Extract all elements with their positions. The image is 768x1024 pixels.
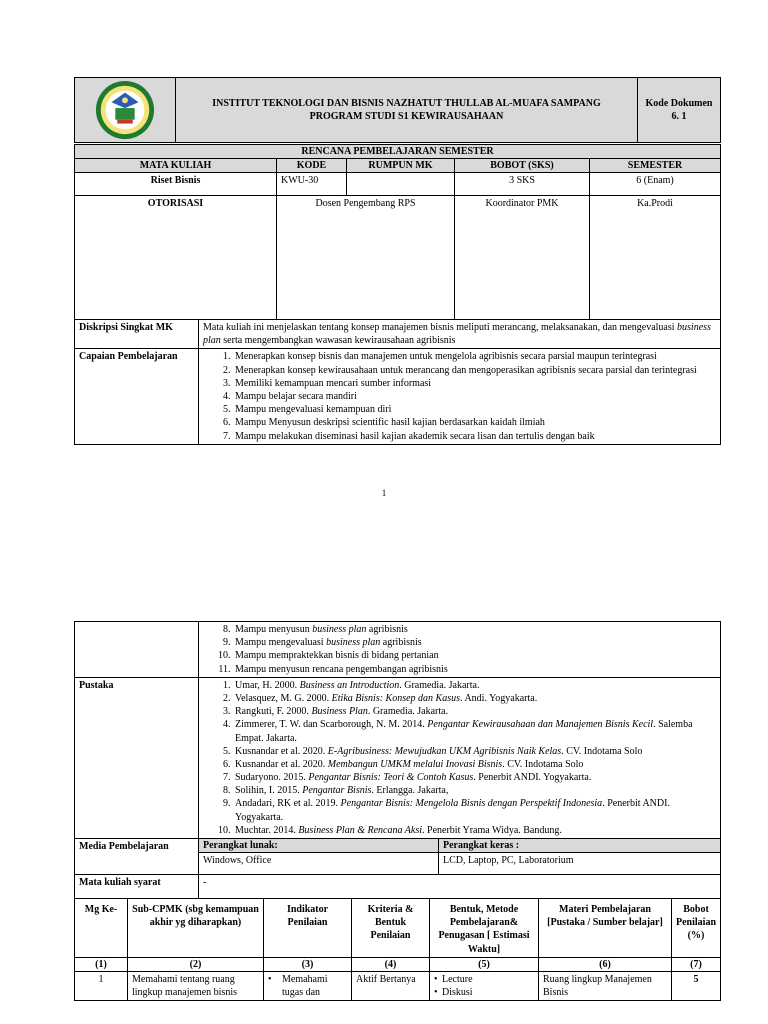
list-item: 6. Mampu Menyusun deskripsi scientific hasil kajian berdasarkan kaidah ilmiah [233, 416, 716, 429]
plan-number: (1) [75, 957, 128, 971]
outcomes-list-cell [199, 349, 721, 444]
authorization-developer: Dosen Pengembang RPS [277, 196, 455, 320]
course-name: Riset Bisnis [75, 173, 277, 196]
page-1 [74, 77, 721, 445]
list-item: 2. Menerapkan konsep kewirausahaan untuk merancang dan mengoperasikan agribisnis secara parsial dan terintegrasi [233, 364, 716, 377]
plan-indicator-cell [264, 971, 352, 1000]
course-semester: 6 (Enam) [590, 173, 721, 196]
outcomes-list [211, 350, 716, 442]
plan-header-indicator: Indikator Penilaian [264, 899, 352, 958]
continuation-table [74, 621, 721, 899]
list-item: 9. Andadari, RK et al. 2019. Pengantar Bisnis: Mengelola Bisnis dengan Perspektif Indonesia. Penerbit ANDI. Yogyakarta. [233, 797, 716, 823]
institution-seal-icon [94, 79, 156, 141]
outcomes-cont-cell [199, 622, 721, 678]
plan-number: (5) [430, 957, 539, 971]
list-item: 3. Rangkuti, F. 2000. Business Plan. Gramedia. Jakarta. [233, 705, 716, 718]
list-item: 4. Zimmerer, T. W. dan Scarborough, N. M. 2014. Pengantar Kewirausahaan dan Manajemen Bisnis Kecil. Salemba Empat. Jakarta. [233, 718, 716, 744]
media-software-label: Perangkat lunak: [199, 839, 439, 853]
doc-code-label: Kode Dokumen [645, 97, 713, 109]
plan-header-week: Mg Ke- [75, 899, 128, 958]
course-header-cluster: RUMPUN MK [347, 159, 455, 173]
authorization-label: OTORISASI [75, 196, 277, 320]
description-text: Mata kuliah ini menjelaskan tentang konsep manajemen bisnis meliputi merancang, melaksanakan, dan mengevaluasi business plan serta mengembangkan wawasan kewirausahaan agribisnis [199, 320, 721, 349]
page-2 [74, 621, 721, 1001]
media-hardware: LCD, Laptop, PC, Laboratorium [439, 853, 721, 875]
list-item: 7. Mampu melakukan diseminasi hasil kajian akademik secara lisan dan tertulis dengan baik [233, 430, 716, 443]
table-row [75, 971, 721, 1000]
doc-code-value: 6. 1 [671, 111, 687, 122]
plan-header-criteria: Kriteria & Bentuk Penilaian [352, 899, 430, 958]
plan-week: 1 [75, 971, 128, 1000]
list-item: 3. Memiliki kemampuan mencari sumber informasi [233, 377, 716, 390]
outcomes-cont-list [211, 623, 716, 676]
page-number: 1 [381, 488, 387, 498]
plan-method: • Diskusi [434, 986, 534, 999]
authorization-coordinator: Koordinator PMK [455, 196, 590, 320]
institution-cell [176, 78, 638, 143]
plan-header-subcpmk: Sub-CPMK (sbg kemampuan akhir yg diharapkan) [128, 899, 264, 958]
plan-number: (6) [539, 957, 672, 971]
list-item: 10. Muchtar. 2014. Business Plan & Rencana Aksi. Penerbit Yrama Widya. Bandung. [233, 824, 716, 837]
list-item: 4. Mampu belajar secara mandiri [233, 390, 716, 403]
doc-code-cell [638, 78, 721, 143]
plan-number: (3) [264, 957, 352, 971]
description-table [74, 319, 721, 445]
rps-table [74, 144, 721, 320]
references-label: Pustaka [75, 677, 199, 838]
plan-number: (7) [672, 957, 721, 971]
list-item: 5. Kusnandar et al. 2020. E-Agribusiness: Mewujudkan UKM Agribisnis Naik Kelas. CV. Indotama Solo [233, 745, 716, 758]
description-label: Diskripsi Singkat MK [75, 320, 199, 349]
plan-header-weight: Bobot Penilaian (%) [672, 899, 721, 958]
header-table [74, 77, 721, 143]
prerequisite-label: Mata kuliah syarat [75, 875, 199, 899]
plan-material: Ruang lingkup Manajemen Bisnis [539, 971, 672, 1000]
list-item: 8. Solihin, I. 2015. Pengantar Bisnis. Erlangga. Jakarta, [233, 784, 716, 797]
plan-indicator: • Memahami tugas dan [268, 973, 347, 999]
plan-header-material: Materi Pembelajaran [Pustaka / Sumber belajar] [539, 899, 672, 958]
list-item: 1. Umar, H. 2000. Business an Introduction. Gramedia. Jakarta. [233, 679, 716, 692]
outcomes-cont-label [75, 622, 199, 678]
media-hardware-label: Perangkat keras : [439, 839, 721, 853]
plan-subcpmk: Memahami tentang ruang lingkup manajemen bisnis [128, 971, 264, 1000]
plan-table [74, 898, 721, 1001]
outcomes-label: Capaian Pembelajaran [75, 349, 199, 444]
plan-method: • Lecture [434, 973, 534, 986]
course-credits: 3 SKS [455, 173, 590, 196]
references-list [211, 679, 716, 837]
course-header-semester: SEMESTER [590, 159, 721, 173]
list-item: 5. Mampu mengevaluasi kemampuan diri [233, 403, 716, 416]
plan-number: (4) [352, 957, 430, 971]
plan-criteria: Aktif Bertanya [352, 971, 430, 1000]
list-item: 8. Mampu menyusun business plan agribisnis [233, 623, 716, 636]
course-cluster [347, 173, 455, 196]
list-item: 10. Mampu mempraktekkan bisnis di bidang pertanian [233, 649, 716, 662]
list-item: 1. Menerapkan konsep bisnis dan manajemen untuk mengelola agribisnis secara parsial maupun terintegrasi [233, 350, 716, 363]
plan-weight: 5 [672, 971, 721, 1000]
course-header-name: MATA KULIAH [75, 159, 277, 173]
list-item: 6. Kusnandar et al. 2020. Membangun UMKM melalui Inovasi Bisnis. CV. Indotama Solo [233, 758, 716, 771]
plan-method-cell [430, 971, 539, 1000]
plan-number: (2) [128, 957, 264, 971]
course-header-code: KODE [277, 159, 347, 173]
institution-name: INSTITUT TEKNOLOGI DAN BISNIS NAZHATUT THULLAB AL-MUAFA SAMPANG [212, 97, 601, 109]
rps-title: RENCANA PEMBELAJARAN SEMESTER [75, 145, 721, 159]
media-label: Media Pembelajaran [75, 839, 199, 875]
list-item: 9. Mampu mengevaluasi business plan agribisnis [233, 636, 716, 649]
prerequisite-value: - [199, 875, 721, 899]
course-header-credits: BOBOT (SKS) [455, 159, 590, 173]
media-software: Windows, Office [199, 853, 439, 875]
course-code: KWU-30 [277, 173, 347, 196]
plan-header-method: Bentuk, Metode Pembelajaran& Penugasan [ Estimasi Waktu] [430, 899, 539, 958]
logo-cell [75, 78, 176, 143]
list-item: 2. Velasquez, M. G. 2000. Etika Bisnis: Konsep dan Kasus. Andi. Yogyakarta. [233, 692, 716, 705]
program-name: PROGRAM STUDI S1 KEWIRAUSAHAAN [309, 111, 504, 122]
authorization-head: Ka.Prodi [590, 196, 721, 320]
references-cell [199, 677, 721, 838]
list-item: 7. Sudaryono. 2015. Pengantar Bisnis: Teori & Contoh Kasus. Penerbit ANDI. Yogyakarta. [233, 771, 716, 784]
list-item: 11. Mampu menyusun rencana pengembangan agribisnis [233, 663, 716, 676]
